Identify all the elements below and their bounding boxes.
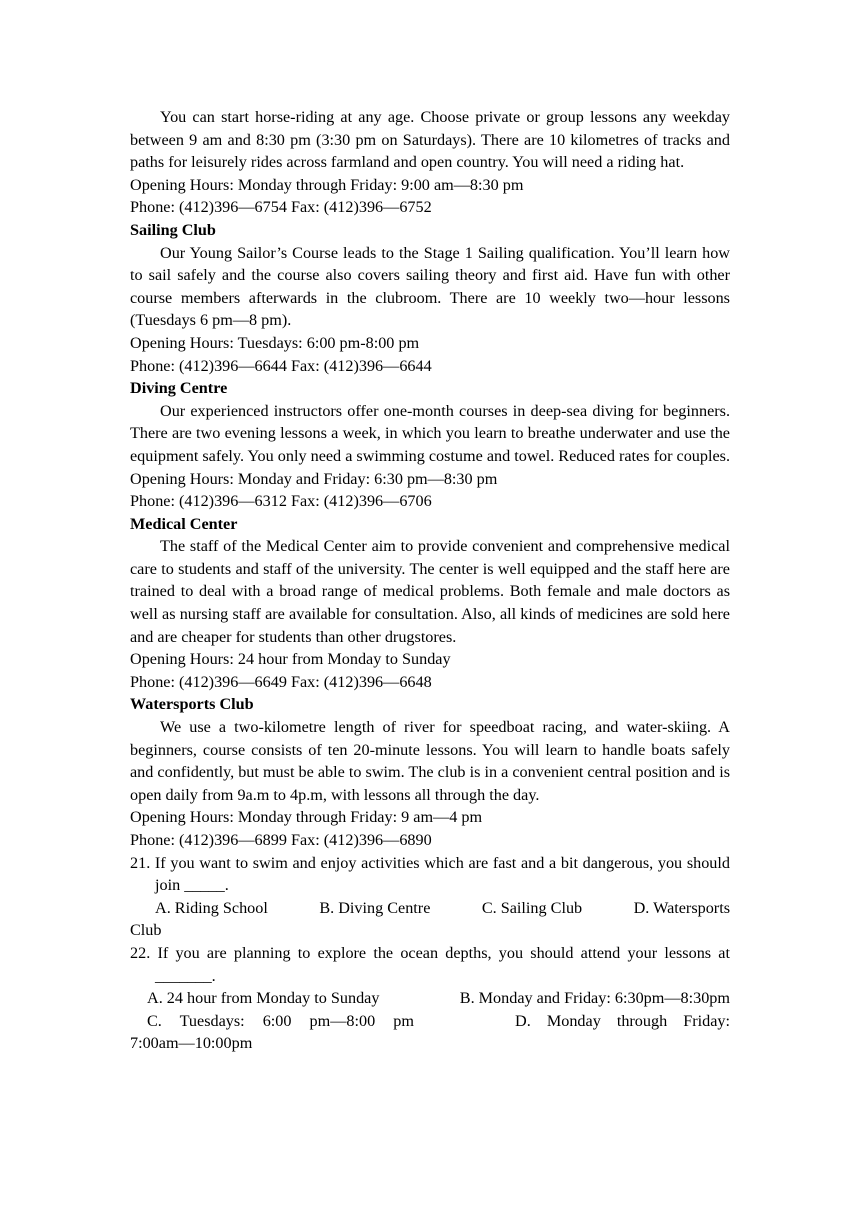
watersports-club-description: We use a two-kilometre length of river for speedboat racing, and water-skiing. A beginners, course consists of ten 20-minute lessons. You will learn to handle boats safely and confidently, but must be able to swim. The club is in a convenient central position and is open daily from 9a.m to 4p.m, with lessons all through the day. — [130, 718, 730, 804]
question-22-option-b: B. Monday and Friday: 6:30pm—8:30pm — [459, 989, 730, 1008]
riding-school-hours: Opening Hours: Monday through Friday: 9:00 am—8:30 pm — [130, 175, 524, 194]
question-21-option-c: C. Sailing Club — [481, 898, 583, 917]
question-22-option-c: C. Tuesdays: 6:00 pm—8:00 pm — [147, 1011, 414, 1030]
question-21-option-a: A. Riding School — [155, 898, 268, 917]
diving-centre-phone: Phone: (412)396—6312 Fax: (412)396—6706 — [130, 492, 432, 511]
question-21-option-d: D. Watersports — [633, 898, 730, 917]
sailing-club-phone: Phone: (412)396—6644 Fax: (412)396—6644 — [130, 356, 432, 375]
watersports-club-hours: Opening Hours: Monday through Friday: 9 am—4 pm — [130, 808, 483, 827]
sailing-club-heading: Sailing Club — [130, 220, 216, 239]
medical-center-phone: Phone: (412)396—6649 Fax: (412)396—6648 — [130, 672, 432, 691]
question-22-option-a: A. 24 hour from Monday to Sunday — [147, 989, 380, 1008]
diving-centre-heading: Diving Centre — [130, 379, 228, 398]
question-22-option-d: D. Monday through Friday: — [515, 1011, 730, 1030]
diving-centre-description: Our experienced instructors offer one-month courses in deep-sea diving for beginners. There are two evening lessons a week, in which you learn to breathe underwater and use the equipment safely. You only need a swimming costume and towel. Reduced rates for couples. — [130, 401, 731, 465]
question-21-options — [130, 897, 730, 920]
question-22-options-row-2 — [130, 1010, 730, 1033]
medical-center-description: The staff of the Medical Center aim to provide convenient and comprehensive medical care to students and staff of the university. The center is well equipped and the staff here are trained to deal with a broad range of medical problems. Both female and male doctors as well as nursing staff are available for consultation. Also, all kinds of medicines are sold here and are cheaper for students than other drugstores. — [130, 537, 730, 646]
sailing-club-hours: Opening Hours: Tuesdays: 6:00 pm-8:00 pm — [130, 333, 420, 352]
watersports-club-heading: Watersports Club — [130, 695, 254, 714]
sailing-club-description: Our Young Sailor’s Course leads to the Stage 1 Sailing qualification. You’ll learn how to sail safely and the course also covers sailing theory and first aid. Have fun with other course members afterwards in the clubroom. There are 10 weekly two—hour lessons (Tuesdays 6 pm—8 pm). — [130, 243, 730, 330]
question-22-option-d-wrap: 7:00am—10:00pm — [130, 1034, 253, 1053]
medical-center-hours: Opening Hours: 24 hour from Monday to Sunday — [130, 650, 451, 669]
question-21-option-d-wrap: Club — [130, 921, 162, 940]
question-21-stem: 21. If you want to swim and enjoy activities which are fast and a bit dangerous, you should join _____. — [130, 853, 730, 895]
question-22-options-row-1 — [130, 987, 730, 1010]
question-21-option-b: B. Diving Centre — [319, 898, 431, 917]
document-page — [130, 106, 730, 1055]
question-22-stem: 22. If you are planning to explore the ocean depths, you should attend your lessons at _______. — [130, 943, 730, 985]
riding-school-phone: Phone: (412)396—6754 Fax: (412)396—6752 — [130, 198, 432, 217]
diving-centre-hours: Opening Hours: Monday and Friday: 6:30 pm—8:30 pm — [130, 469, 498, 488]
riding-school-description: You can start horse-riding at any age. Choose private or group lessons any weekday between 9 am and 8:30 pm (3:30 pm on Saturdays). There are 10 kilometres of tracks and paths for leisurely rides across farmland and open country. You will need a riding hat. — [130, 108, 730, 172]
medical-center-heading: Medical Center — [130, 514, 238, 533]
watersports-club-phone: Phone: (412)396—6899 Fax: (412)396—6890 — [130, 831, 432, 849]
